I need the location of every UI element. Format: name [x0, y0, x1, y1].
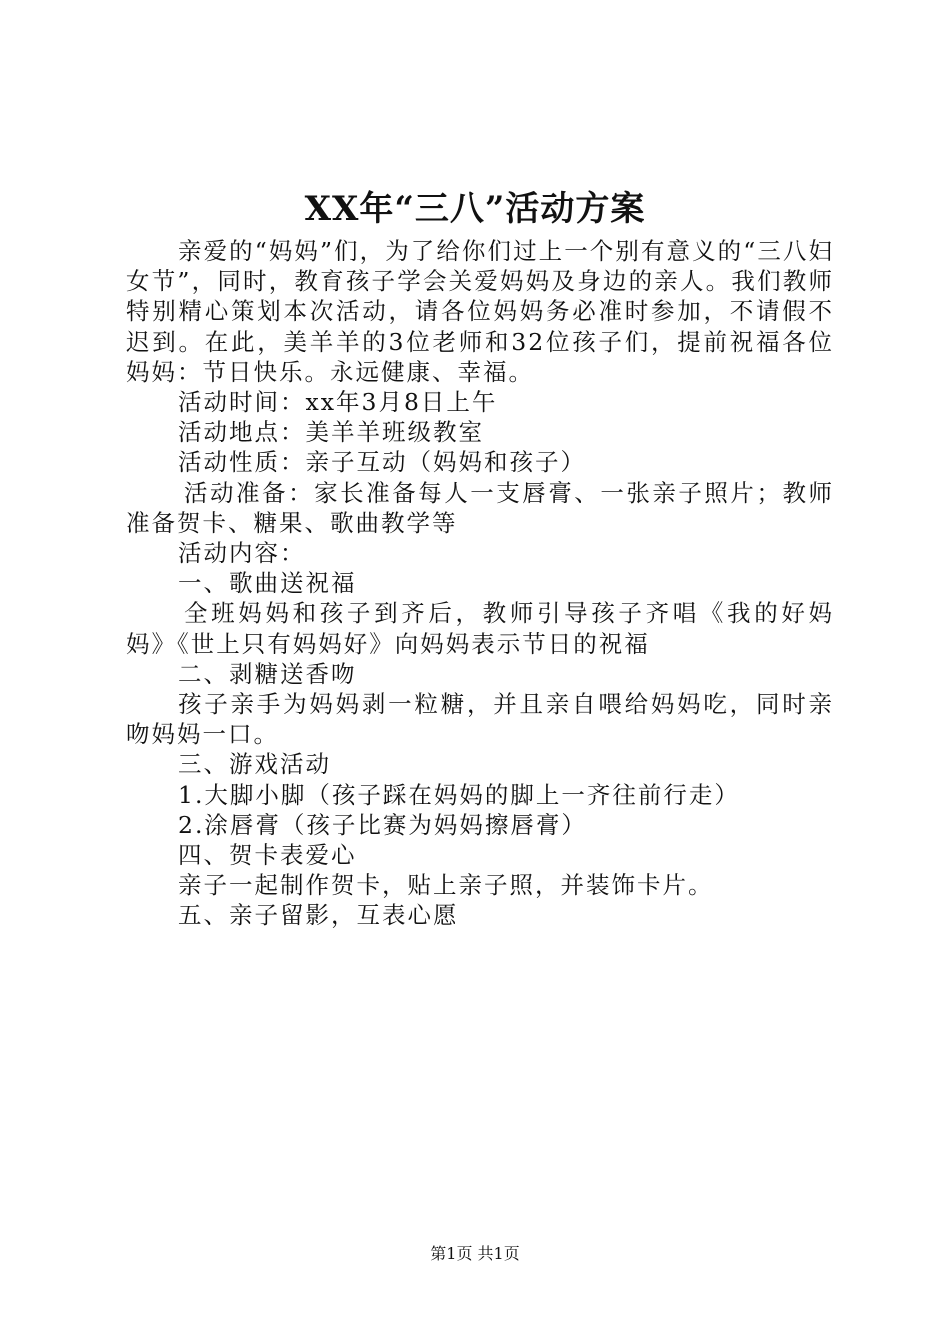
activity-location: 活动地点：美羊羊班级教室 — [178, 418, 484, 447]
activity-preparation: 活动准备：家长准备每人一支唇膏、一张亲子照片；教师准备贺卡、糖果、歌曲教学等 — [126, 478, 834, 537]
activity-time: 活动时间：xx年3月8日上午 — [178, 388, 498, 417]
page-footer: 第1页 共1页 — [430, 1244, 520, 1263]
game-item-2: 2.涂唇膏（孩子比赛为妈妈擦唇膏） — [178, 810, 587, 839]
document-body — [126, 236, 834, 931]
section-heading-1: 一、歌曲送祝福 — [178, 569, 357, 598]
section-paragraph-4: 亲子一起制作贺卡，贴上亲子照，并装饰卡片。 — [178, 871, 714, 900]
section-heading-2: 二、剥糖送香吻 — [178, 659, 357, 688]
section-heading-4: 四、贺卡表爱心 — [178, 841, 357, 870]
intro-paragraph: 亲爱的“妈妈”们，为了给你们过上一个别有意义的“三八妇女节”，同时，教育孩子学会关爱妈妈及身边的亲人。我们教师特别精心策划本次活动，请各位妈妈务必准时参加，不请假不迟到。在此，美羊羊的3位老师和32位孩子们，提前祝福各位妈妈：节日快乐。永远健康、幸福。 — [126, 237, 834, 386]
game-item-1: 1.大脚小脚（孩子踩在妈妈的脚上一齐往前行走） — [178, 780, 740, 809]
section-paragraph-1: 全班妈妈和孩子到齐后，教师引导孩子齐唱《我的好妈妈》《世上只有妈妈好》向妈妈表示节日的祝福 — [126, 599, 834, 658]
activity-content-heading: 活动内容： — [178, 539, 306, 568]
section-heading-3: 三、游戏活动 — [178, 750, 331, 779]
section-heading-5: 五、亲子留影，互表心愿 — [178, 901, 459, 930]
activity-nature: 活动性质：亲子互动（妈妈和孩子） — [178, 448, 586, 477]
section-paragraph-2: 孩子亲手为妈妈剥一粒糖，并且亲自喂给妈妈吃，同时亲吻妈妈一口。 — [126, 690, 834, 749]
document-title: XX年“三八”活动方案 — [304, 189, 646, 229]
